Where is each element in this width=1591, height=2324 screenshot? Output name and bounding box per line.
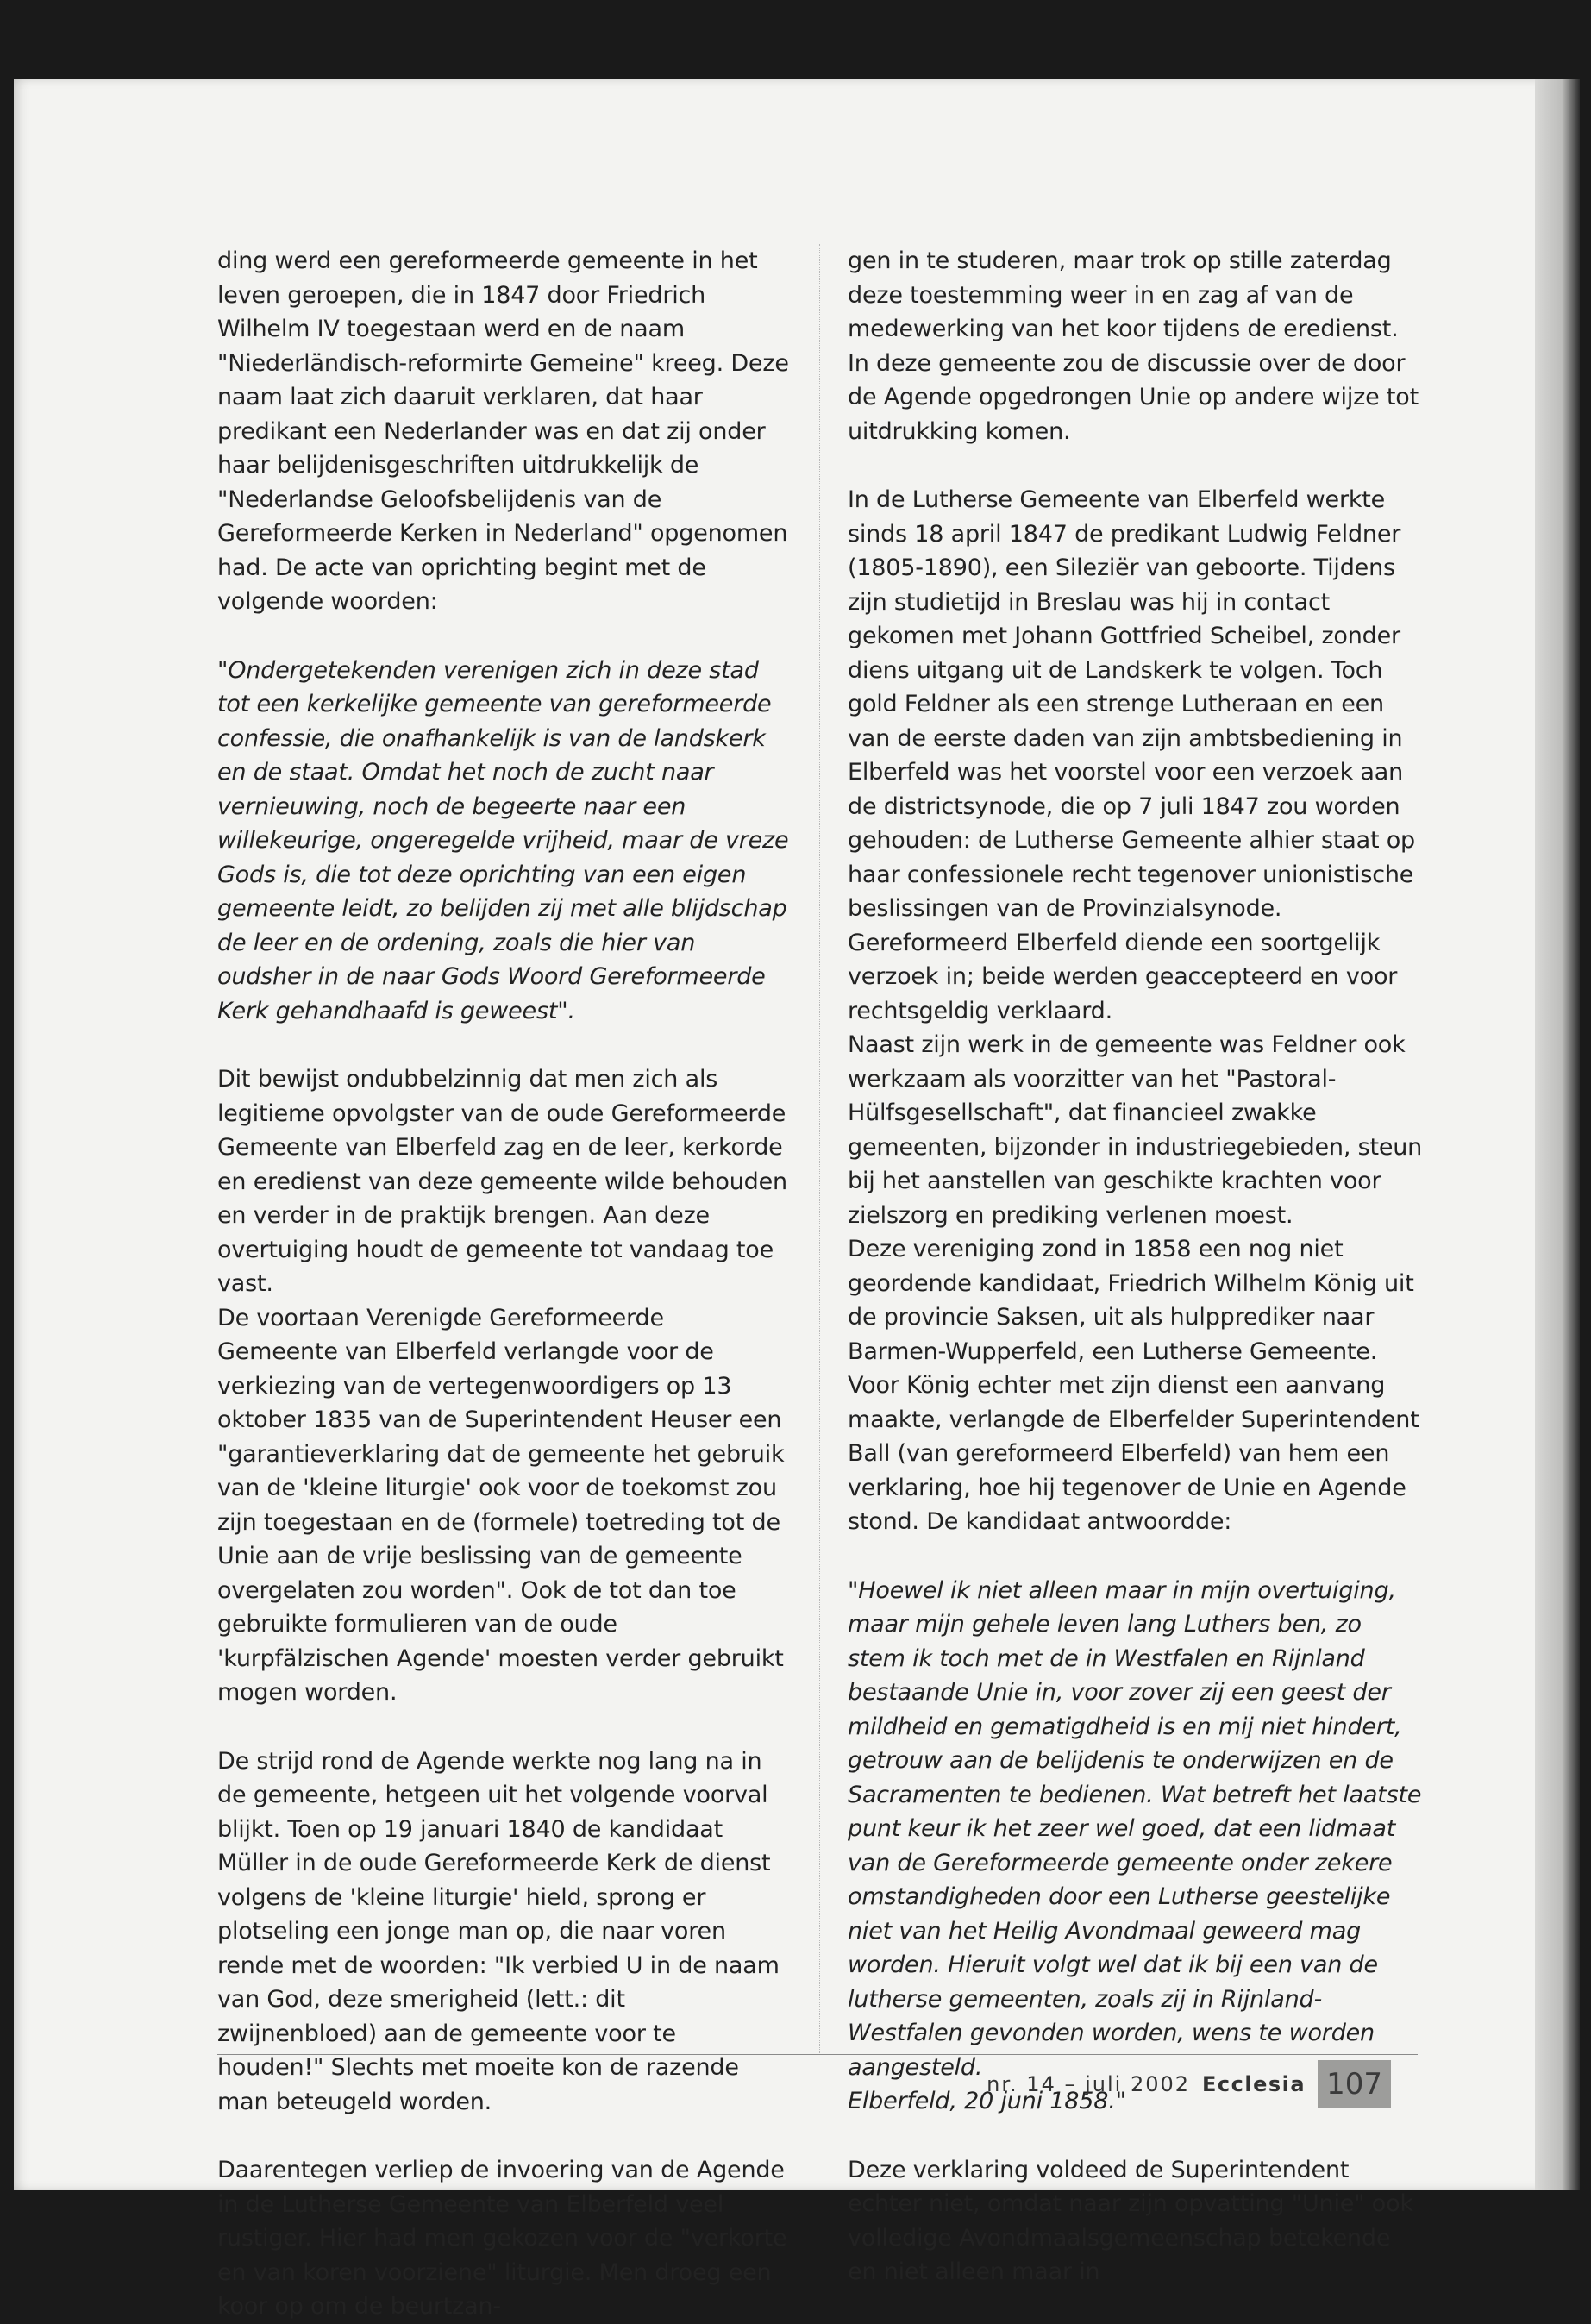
- quote-signature: Elberfeld, 20 juni 1858.": [848, 2088, 1126, 2114]
- column-divider: [819, 244, 820, 2055]
- page-number: 107: [1318, 2060, 1391, 2108]
- paragraph: Dit bewijst ondubbelzinnig dat men zich als legitieme opvolgster van de oude Gereformeerde Gemeente van Elberfeld zag en de leer, kerkorde en eredienst van deze gemeente wilde behouden en verder in de praktijk brengen. Aan deze overtuiging houdt de gemeente tot vandaag toe vast.: [217, 1066, 787, 1297]
- paragraph: Daarentegen verliep de invoering van de Agende in de Lutherse Gemeente van Elberfeld veel rustiger. Hier had men gekozen voor de "verkorte en van koren voorziene" liturgie. Men droeg een koor op om de beurtzan-: [217, 2157, 787, 2320]
- paragraph: De voortaan Verenigde Gereformeerde Gemeente van Elberfeld verlangde voor de verkiezing van de vertegenwoordigers op 13 oktober 1835 van de Superintendent Heuser een "garantieverklaring dat de gemeente het gebruik van de 'kleine liturgie' ook voor de toekomst zou zijn toegestaan en de (formele) toetreding tot de Unie aan de vrije beslissing van de gemeente overgelaten zou worden". Ook de tot dan toe gebruikte formulieren van de oude 'kurpfälzischen Agende' moesten verder gebruikt mogen worden.: [217, 1304, 785, 1706]
- paragraph: Deze verklaring voldeed de Superintendent echter niet, omdat naar zijn opvatting "Unie" ook volledige Avondmaalsgemeenschap betekende en niet alleen maar in: [848, 2156, 1413, 2285]
- paragraph: ding werd een gereformeerde gemeente in het leven geroepen, die in 1847 door Friedrich Wilhelm IV toegestaan werd en de naam "Niederländisch-reformirte Gemeine" kreeg. Deze naam laat zich daaruit verklaren, dat haar predikant een Nederlander was en dat zij onder haar belijdenisgeschriften uitdrukkelijk de "Nederlandse Geloofsbelijdenis van de Gereformeerde Kerken in Nederland" opgenomen had. De acte van oprichting begint met de volgende woorden:: [217, 247, 789, 615]
- journal-title: Ecclesia: [1202, 2072, 1306, 2096]
- issue-label: nr. 14 – juli 2002: [987, 2072, 1191, 2096]
- paragraph: Naast zijn werk in de gemeente was Feldner ook werkzaam als voorzitter van het "Pastoral-Hülfsgesellschaft", dat financieel zwakke gemeenten, bijzonder in industriegebieden, steun bij het aanstellen van geschikte krachten voor zielszorg en prediking verlenen moest.: [848, 1031, 1423, 1229]
- page-edge-shadow: [1535, 79, 1580, 2190]
- paragraph: Deze vereniging zond in 1858 een nog niet geordende kandidaat, Friedrich Wilhelm König uit de provincie Saksen, uit als hulpprediker naar Barmen-Wupperfeld, een Lutherse Gemeente. Voor König echter met zijn dienst een aanvang maakte, verlangde de Elberfelder Superintendent Ball (van gereformeerd Elberfeld) van hem een verklaring, hoe hij tegenover de Unie en Agende stond. De kandidaat antwoordde:: [848, 1236, 1419, 1535]
- right-column: [848, 244, 1425, 2290]
- footer-rule: [217, 2054, 1418, 2055]
- page-footer: [987, 2061, 1391, 2108]
- left-column: [217, 244, 789, 2324]
- paragraph: gen in te studeren, maar trok op stille zaterdag deze toestemming weer in en zag af van de medewerking van het koor tijdens de eredienst. In deze gemeente zou de discussie over de door de Agende opgedrongen Unie op andere wijze tot uitdrukking komen.: [848, 247, 1419, 445]
- paragraph: In de Lutherse Gemeente van Elberfeld werkte sinds 18 april 1847 de predikant Ludwig Feldner (1805-1890), een Sileziër van geboorte. Tijdens zijn studietijd in Breslau was hij in contact gekomen met Johann Gottfried Scheibel, zonder diens uitgang uit de Landskerk te volgen. Toch gold Feldner als een strenge Lutheraan en een van de eerste daden van zijn ambtsbediening in Elberfeld was het voorstel voor een verzoek aan de districtsynode, die op 7 juli 1847 zou worden gehouden: de Lutherse Gemeente alhier staat op haar confessionele recht tegenover unionistische beslissingen van de Provinzialsynode. Gereformeerd Elberfeld diende een soortgelijk verzoek in; beide werden geaccepteerd en voor rechtsgeldig verklaard.: [848, 486, 1415, 1024]
- quote-paragraph: "Hoewel ik niet alleen maar in mijn overtuiging, maar mijn gehele leven lang Luthers ben, zo stem ik toch met de in Westfalen en Rijnland bestaande Unie in, voor zover zij een geest der mildheid en gematigdheid is en mij niet hindert, getrouw aan de belijdenis te onderwijzen en de Sacramenten te bedienen. Wat betreft het laatste punt keur ik het zeer wel goed, dat een lidmaat van de Gereformeerde gemeente onder zekere omstandigheden door een Lutherse geestelijke niet van het Heilig Avondmaal geweerd mag worden. Hieruit volgt wel dat ik bij een van de lutherse gemeenten, zoals zij in Rijnland-Westfalen gevonden worden, wens te worden aangesteld.: [848, 1576, 1422, 2081]
- paragraph: De strijd rond de Agende werkte nog lang na in de gemeente, hetgeen uit het volgende voorval blijkt. Toen op 19 januari 1840 de kandidaat Müller in de oude Gereformeerde Kerk de dienst volgens de 'kleine liturgie' hield, sprong er plotseling een jonge man op, die naar voren rende met de woorden: "Ik verbied U in de naam van God, deze smerigheid (lett.: dit zwijnenbloed) aan de gemeente voor te houden!" Slechts met moeite kon de razende man beteugeld worden.: [217, 1747, 780, 2115]
- quote-paragraph: "Ondergetekenden verenigen zich in deze stad tot een kerkelijke gemeente van gereformeerde confessie, die onafhankelijk is van de landskerk en de staat. Omdat het noch de zucht naar vernieuwing, noch de begeerte naar een willekeurige, ongeregelde vrijheid, maar de vreze Gods is, die tot deze oprichting van een eigen gemeente leidt, zo belijden zij met alle blijdschap de leer en de ordening, zoals die hier van oudsher in de naar Gods Woord Gereformeerde Kerk gehandhaafd is geweest".: [217, 656, 789, 1024]
